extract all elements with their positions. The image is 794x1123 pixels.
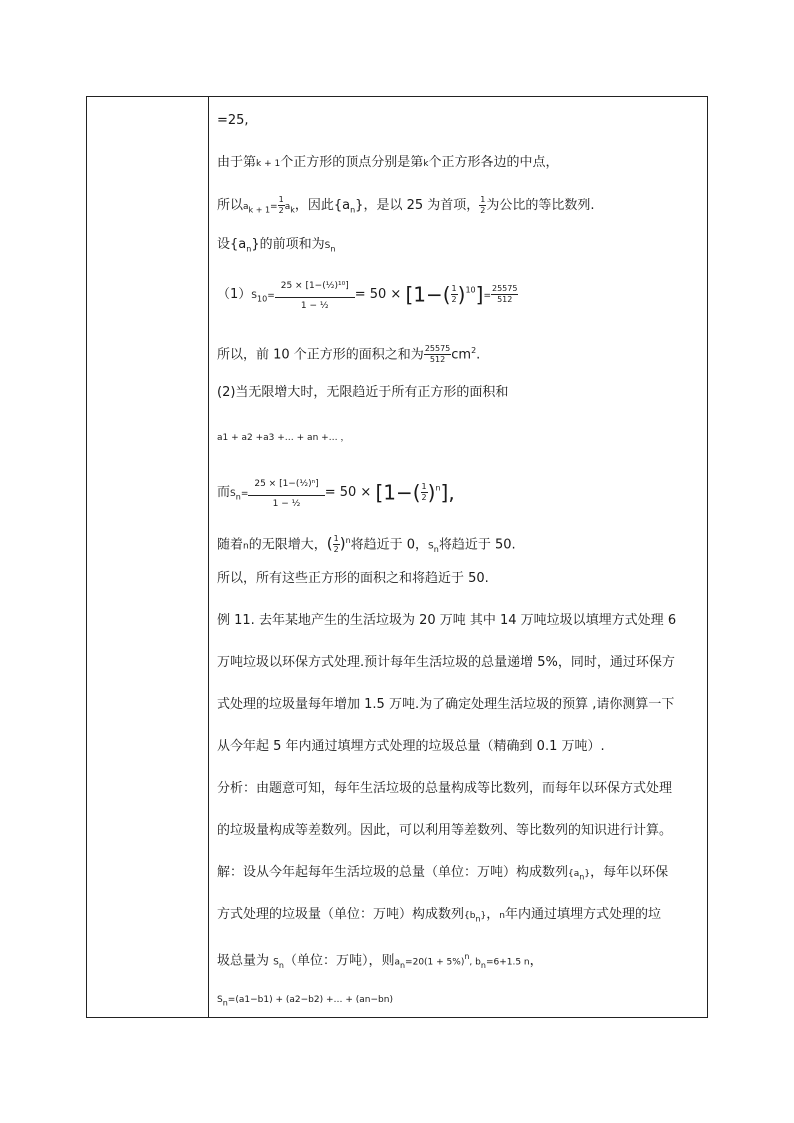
- text-line-11: [217, 571, 489, 587]
- text: ，因此{a: [294, 198, 351, 213]
- text-line-3: [217, 195, 594, 219]
- math-sub: 10: [257, 294, 268, 304]
- math: (1 + 5%): [424, 957, 465, 968]
- math-sup: 10: [465, 285, 476, 295]
- math: ): [427, 480, 436, 505]
- big-fraction: $\frac{\text{25 × [1−(½)¹⁰]}}{\text{1 − ½}}$: [275, 275, 355, 314]
- math: , b: [469, 957, 481, 968]
- math-sub: n: [235, 492, 241, 502]
- math: = 50 ×: [324, 485, 376, 500]
- math: }: [480, 911, 487, 921]
- text: 式处理的垃圾量每年增加 1.5 万吨.为了确定处理生活垃圾的预算 ,请你测算一下: [217, 697, 675, 712]
- solution-line-2: [217, 907, 661, 928]
- text: ，: [486, 907, 500, 922]
- text: ，: [529, 953, 543, 969]
- text: 的垃圾量构成等差数列。因此，可以利用等差数列、等比数列的知识进行计算。: [217, 823, 673, 838]
- text: 由于第: [217, 155, 257, 170]
- math: ]: [475, 282, 484, 307]
- math: =: [270, 202, 278, 212]
- text: =25,: [217, 113, 249, 128]
- text-line-10: [217, 533, 516, 558]
- fraction: $\frac{25575}{512}$: [491, 284, 518, 304]
- math: n: [243, 541, 249, 552]
- text: 个正方形各边的中点，: [428, 155, 559, 170]
- math: k + 1: [256, 159, 281, 169]
- math-sup: n: [464, 952, 470, 961]
- math-sub: n: [480, 960, 486, 970]
- solution-line-3: [217, 949, 543, 974]
- content-table: [86, 96, 708, 1018]
- fraction: $\frac{1}{2}$: [480, 195, 486, 215]
- math-sub: n: [475, 914, 481, 924]
- solution-line-1: [217, 865, 668, 886]
- text: 从今年起 5 年内通过填埋方式处理的垃圾总量（精确到 0.1 万吨）.: [217, 739, 605, 754]
- text: 所以: [217, 198, 244, 213]
- math-sub: n: [330, 244, 336, 254]
- math-sub: n: [399, 960, 406, 970]
- math: ): [339, 534, 346, 553]
- text: 方式处理的垃圾量（单位：万吨）构成数列: [217, 907, 465, 922]
- math: a: [243, 202, 249, 212]
- text: 随着: [217, 537, 244, 553]
- math-sub: n: [246, 244, 252, 254]
- math-sup: n: [435, 483, 441, 493]
- math: n: [499, 911, 506, 921]
- math: =: [483, 291, 491, 301]
- math: a: [284, 202, 291, 212]
- math: a: [394, 957, 400, 968]
- fraction: $\frac{1}{2}$: [451, 284, 457, 304]
- fraction: $\frac{1}{2}$: [333, 534, 339, 555]
- big-fraction: $\frac{\text{25 × [1−(½)ⁿ]}}{\text{1 − ½}}$: [248, 473, 324, 512]
- text: (2)当无限增大时，无限趋近于所有正方形的面积和: [217, 385, 509, 400]
- text: 而: [217, 485, 231, 500]
- math: S: [324, 241, 331, 251]
- text-line-4: [217, 237, 335, 258]
- math-sub: n: [350, 205, 356, 215]
- solution-line-4: [217, 991, 393, 1012]
- math: =20: [405, 957, 425, 968]
- text: 解：设从今年起每年生活垃圾的总量（单位：万吨）构成数列: [217, 865, 569, 880]
- text: 将趋近于 0，: [350, 537, 429, 553]
- text: 设{a: [217, 237, 247, 252]
- math-sub: k: [290, 205, 295, 215]
- math: ): [457, 282, 466, 307]
- math-sub: n: [278, 960, 284, 970]
- text-line-7: [217, 385, 508, 401]
- example-line-3: [217, 697, 674, 713]
- math: =: [267, 291, 275, 301]
- analysis-line-1: [217, 781, 672, 797]
- text: 所以，前 10 个正方形的面积之和为: [217, 347, 424, 363]
- fraction: $\frac{1}{2}$: [421, 482, 427, 502]
- formula-sn: [217, 473, 455, 512]
- text: }，是以 25 为首项，: [355, 198, 480, 213]
- math-sub: n: [222, 998, 228, 1008]
- text-line-8: [217, 429, 350, 446]
- example-line-2: [217, 655, 675, 671]
- example-line-1: [217, 613, 676, 629]
- math: S: [230, 489, 236, 499]
- text: 将趋近于 50.: [438, 537, 516, 553]
- math: [1−(: [405, 282, 451, 307]
- formula-s10: [217, 275, 518, 314]
- math: = 50 ×: [354, 287, 406, 302]
- text: 万吨垃圾以环保方式处理.预计每年生活垃圾的总量递增 5%，同时，通过环保方: [217, 655, 675, 670]
- math: =: [240, 489, 249, 499]
- text: 圾总量为: [217, 953, 274, 969]
- text: （单位：万吨），则: [283, 953, 395, 969]
- text: 分析：由题意可知，每年生活垃圾的总量构成等比数列，而每年以环保方式处理: [217, 781, 673, 796]
- math: S: [428, 541, 434, 552]
- math-sub: n: [433, 544, 439, 554]
- math: S: [273, 957, 279, 968]
- math: S: [251, 291, 257, 301]
- math: cm: [451, 347, 472, 363]
- math: k: [423, 159, 429, 169]
- text: .: [476, 347, 481, 363]
- example-line-4: [217, 739, 605, 755]
- math: [1−(: [375, 480, 421, 505]
- text: 年内通过填埋方式处理的垃: [505, 907, 662, 922]
- math: n: [523, 957, 530, 968]
- text-line-6: [217, 343, 480, 365]
- text: 个正方形的顶点分别是第: [280, 155, 424, 170]
- math: =(a1−b1): [227, 995, 273, 1005]
- math: ],: [440, 480, 455, 505]
- text-line-1: [217, 113, 249, 129]
- math: S: [217, 995, 223, 1005]
- text: 例 11. 去年某地产生的生活垃圾为 20 万吨 其中 14 万吨垃圾以填埋方式处理 6: [217, 613, 677, 628]
- math: }: [584, 869, 591, 879]
- column-divider: [208, 97, 209, 1017]
- math: + (a2−b2): [272, 995, 324, 1005]
- fraction: $\frac{25575}{512}$: [424, 344, 451, 365]
- text: }的前项和为: [251, 237, 325, 252]
- math-sub: k + 1: [248, 205, 271, 215]
- text: 的无限增大，: [248, 537, 327, 553]
- fraction: $\frac{1}{2}$: [278, 195, 284, 215]
- text-line-2: [217, 155, 558, 172]
- math: =6+1.5: [485, 957, 524, 968]
- math: {a: [568, 869, 580, 879]
- text: 所以，所有这些正方形的面积之和将趋近于 50.: [217, 571, 489, 586]
- text: （1）: [217, 287, 252, 302]
- math-sup: n: [345, 536, 351, 545]
- math-sup: 2: [471, 346, 477, 355]
- math: (: [326, 534, 333, 553]
- math: a1 + a2 +a3 +… + an +… ，: [217, 433, 350, 443]
- analysis-line-2: [217, 823, 672, 839]
- math-sub: n: [579, 872, 585, 882]
- text: ，每年以环保: [590, 865, 669, 880]
- text: 为公比的等比数列.: [486, 198, 595, 213]
- math: +… + (an−bn): [323, 995, 393, 1005]
- math: {b: [464, 911, 476, 921]
